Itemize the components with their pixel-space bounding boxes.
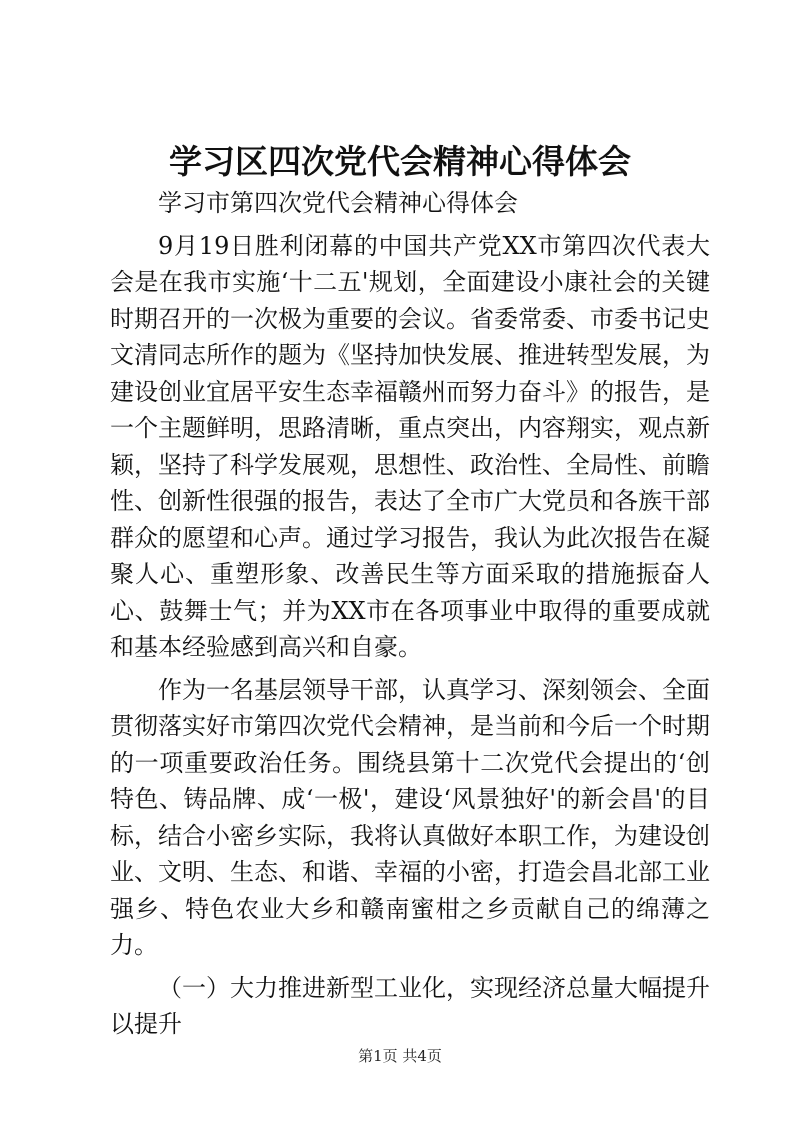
document-title: 学习区四次党代会精神心得体会 [169,142,631,181]
paragraph-congress-report: 9月19日胜利闭幕的中国共产党XX市第四次代表大会是在我市实施‘十二五'规划，全面建设小康社会的关键时期召开的一次极为重要的会议。省委常委、市委书记史文清同志所作的题为《坚持加快发展、推进转型发展，为建设创业宜居平安生态幸福赣州而努力奋斗》的报告，是一个主题鲜明，思路清晰，重点突出，内容翔实，观点新颖，坚持了科学发展观，思想性、政治性、全局性、前瞻性、创新性很强的报告，表达了全市广大党员和各族干部群众的愿望和心声。通过学习报告，我认为此次报告在凝聚人心、重塑形象、改善民生等方面采取的措施振奋人心、鼓舞士气；并为XX市在各项事业中取得的重要成就和基本经验感到高兴和自豪。 [110,231,710,661]
page-footer: 第1页 共4页 [358,1047,442,1065]
document-body [110,185,710,1043]
subtitle-paragraph: 学习市第四次党代会精神心得体会 [158,189,518,217]
paragraph-leadership-commitment: 作为一名基层领导干部，认真学习、深刻领会、全面贯彻落实好市第四次党代会精神，是当前和今后一个时期的一项重要政治任务。围绕县第十二次党代会提出的‘创特色、铸品牌、成‘一极'，建设‘风景独好'的新会昌'的目标，结合小密乡实际，我将认真做好本职工作，为建设创业、文明、生态、和谐、幸福的小密，打造会昌北部工业强乡、特色农业大乡和赣南蜜柑之乡贡献自己的绵薄之力。 [110,675,710,959]
paragraph-section-one: （一）大力推进新型工业化，实现经济总量大幅提升以提升 [110,973,710,1038]
